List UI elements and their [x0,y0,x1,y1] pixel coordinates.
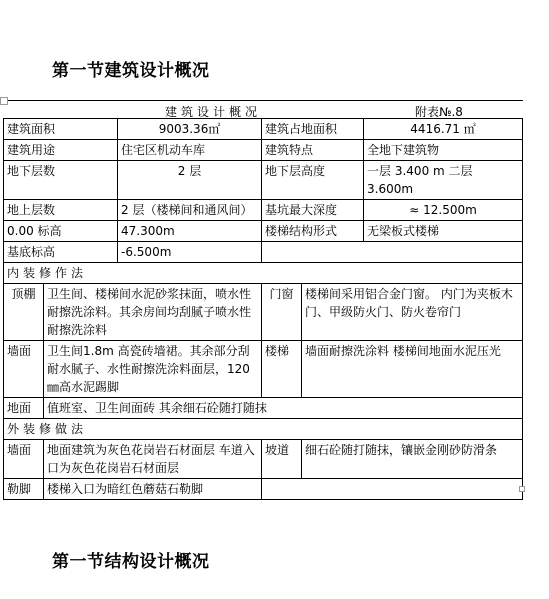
table-row [4,242,523,263]
cell-above-floors-value: 2 层（楼梯间和通风间） [118,200,262,221]
cell-door-text: 楼梯间采用铝合金门窗。 内门为夹板木门、甲级防火门、防火卷帘门 [302,284,523,341]
cell-elevation-value: 47.300m [118,221,262,242]
cell-ramp-text: 细石砼随打随抹，镶嵌金刚砂防滑条 [302,440,523,479]
cell-floor-text: 值班室、卫生间面砖 其余细石砼随打随抹 [44,398,523,419]
cell-empty [262,242,523,263]
cell-floor-label: 地面 [4,398,44,419]
table-row [4,419,523,440]
cell-stair-value: 无梁板式楼梯 [364,221,523,242]
table-resize-handle-icon[interactable] [519,486,525,492]
cell-use-value: 住宅区机动车库 [118,140,262,161]
building-overview-table [3,118,523,500]
cell-feature-label: 建筑特点 [262,140,364,161]
cell-wall-label: 墙面 [4,341,44,398]
cell-base-value: -6.500m [118,242,262,263]
cell-plinth-text: 楼梯入口为暗红色蘑菇石勒脚 [44,479,262,500]
cell-use-label: 建筑用途 [4,140,118,161]
table-row [4,140,523,161]
cell-stairs-text: 墙面耐擦洗涂料 楼梯间地面水泥压光 [302,341,523,398]
table-row [4,341,523,398]
cell-area-value: 9003.36㎡ [118,119,262,140]
table-row [4,200,523,221]
cell-plinth-label: 勒脚 [4,479,44,500]
cell-pit-depth-value: ≈ 12.500m [364,200,523,221]
table-row [4,263,523,284]
table-row [4,479,523,500]
cell-footprint-value: 4416.71 ㎡ [364,119,523,140]
table-caption-row [0,100,523,119]
cell-ext-wall-label: 墙面 [4,440,44,479]
table-appendix-label: 附表№.8 [415,105,463,119]
page-heading-architecture: 第一节建筑设计概况 [52,61,210,81]
cell-feature-value: 全地下建筑物 [364,140,523,161]
cell-ceiling-label: 顶棚 [4,284,44,341]
interior-section-label: 内装修作法 [4,263,523,284]
cell-ceiling-text: 卫生间、楼梯间水泥砂浆抹面，喷水性耐擦洗涂料。其余房间均刮腻子喷水性耐擦洗涂料 [44,284,262,341]
table-row [4,119,523,140]
table-title: 建筑设计概况 [165,105,262,119]
table-move-handle-icon[interactable] [0,97,8,105]
cell-underground-height-label: 地下层高度 [262,161,364,200]
cell-stairs-label: 楼梯 [262,341,302,398]
cell-area-label: 建筑面积 [4,119,118,140]
cell-underground-floors-value: 2 层 [118,161,262,200]
cell-base-label: 基底标高 [4,242,118,263]
cell-ext-wall-text: 地面建筑为灰色花岗岩石材面层 车道入口为灰色花岗岩石材面层 [44,440,262,479]
cell-wall-text: 卫生间1.8m 高瓷砖墙裙。其余部分刮耐水腻子、水性耐擦洗涂料面层，120㎜高水泥踢脚 [44,341,262,398]
cell-underground-height-value: 一层 3.400 m 二层 3.600m [364,161,523,200]
cell-underground-floors-label: 地下层数 [4,161,118,200]
table-row [4,398,523,419]
table-row [4,161,523,200]
cell-ramp-label: 坡道 [262,440,302,479]
cell-empty [262,479,523,500]
exterior-section-label: 外装修做法 [4,419,523,440]
table-row [4,284,523,341]
cell-pit-depth-label: 基坑最大深度 [262,200,364,221]
cell-door-label: 门窗 [262,284,302,341]
page-heading-structure: 第一节结构设计概况 [52,552,210,572]
cell-elevation-label: 0.00 标高 [4,221,118,242]
cell-stair-label: 楼梯结构形式 [262,221,364,242]
table-row [4,440,523,479]
cell-above-floors-label: 地上层数 [4,200,118,221]
cell-footprint-label: 建筑占地面积 [262,119,364,140]
table-row [4,221,523,242]
